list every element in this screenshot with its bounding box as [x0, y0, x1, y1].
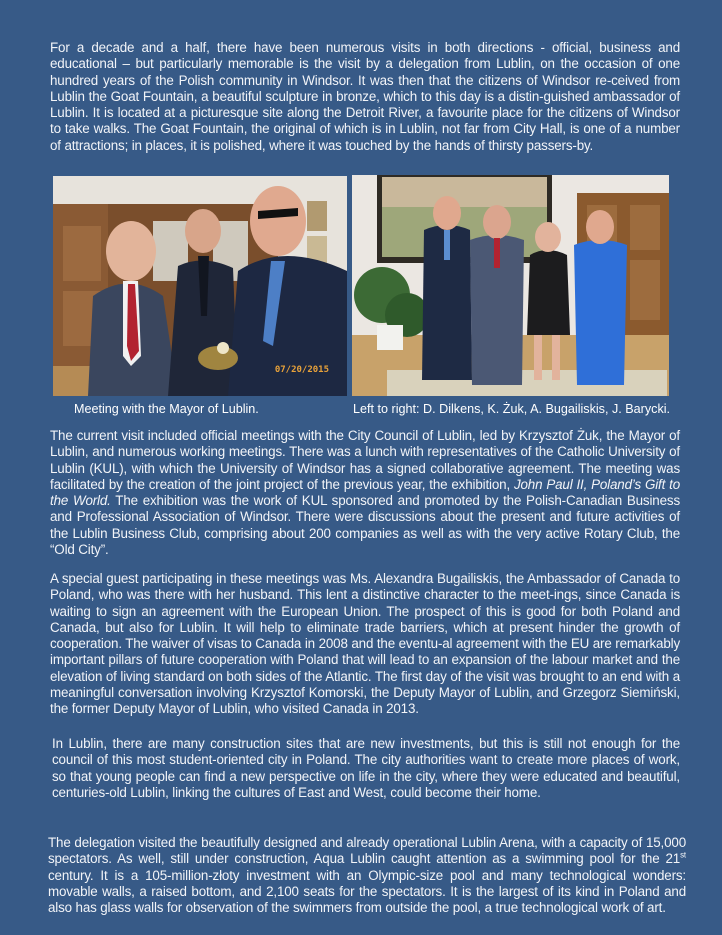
text-span: century. It is a 105-million-złoty investment with an Olympic-size pool and many technological wonders: movable walls, a raised bottom, and 2,100 seats for the spectators. It is the largest of its kind in Poland and also has glass walls for observation of the swimmers from outside the pool, a true technological work of art. — [48, 867, 686, 916]
text-span: The exhibition was the work of KUL sponsored and promoted by the Polish-Canadian Business and Professional Association of Windsor. There were discussions about the present and future activities of the Lublin Business Club, comprising about 200 companies as well as with the very active Rotary Club, the “Old City”. — [50, 493, 680, 558]
group-photo-illustration — [352, 175, 669, 396]
special-guest-paragraph: A special guest participating in these meetings was Ms. Alexandra Bugailiskis, the Ambassador of Canada to Poland, who was there with her husband. This lent a distinctive character to the meet-ings, since Canada is waiting to sign an agreement with the European Union. The prospect of this is good for both Poland and Canada, but also for Lublin. It will help to eliminate trade barriers, which at present hinder the growth of cooperation. The waiver of visas to Canada in 2008 and the eventu-al agreement with the EU are remarkably important pillars of future cooperation with Poland that will lead to an expansion of the labour market and the elevation of living standard on both sides of the Atlantic. The first day of the visit was brought to an end with a meaningful conversation involving Krzysztof Komorski, the Deputy Mayor of Lublin, and Grzegorz Siemiński, the former Deputy Mayor of Lublin, who visited Canada in 2013. — [50, 571, 680, 717]
ordinal-superscript: st — [680, 850, 686, 860]
arena-paragraph — [48, 835, 686, 916]
exhibition-title: John Paul II, Poland’s Gift to the World. — [50, 476, 680, 509]
photo-caption-left: Meeting with the Mayor of Lublin. — [74, 402, 259, 416]
photo-meeting-mayor — [53, 176, 347, 396]
text-span: The delegation visited the beautifully designed and already operational Lublin Arena, with a capacity of 15,000 spectators. As well, still under construction, Aqua Lublin caught attention as a swimming pool for the 21 — [48, 835, 686, 867]
photo-group-portrait — [352, 175, 669, 396]
intro-paragraph: For a decade and a half, there have been numerous visits in both directions - official, business and educational – but particularly memorable is the visit by a delegation from Lublin, on the occasion of one hundred years of the Polish community in Windsor. It was then that the citizens of Windsor re-ceived from Lublin the Goat Fountain, a beautiful sculpture in bronze, which to this day is a distin-guished ambassador of Lublin. It is located at a picturesque site along the Detroit River, a favourite place for the citizens of Windsor to take walks. The Goat Fountain, the original of which is in Lublin, not far from City Hall, is one of a number of attractions; in places, it is polished, where it was touched by the hands of thirsty passers-by. — [50, 40, 680, 153]
photo-date-stamp: 07/20/2015 — [274, 365, 329, 375]
photo-caption-right: Left to right: D. Dilkens, K. Żuk, A. Bugailiskis, J. Barycki. — [353, 402, 671, 416]
text-span: The current visit included official meetings with the City Council of Lublin, led by Krzysztof Żuk, the Mayor of Lublin, and numerous working meetings. There was a lunch with representatives of the Catholic University of Lublin (KUL), with which the University of Windsor has a signed collaborative agreement. The meeting was facilitated by the creation of the joint project of the previous year, the exhibition, — [50, 428, 680, 492]
construction-paragraph: In Lublin, there are many construction sites that are new investments, but this is still not enough for the council of this most student-oriented city in Poland. The city authorities want to create more places of work, so that young people can find a new perspective on life in the city, where they were educated and beautiful, centuries-old Lublin, linking the cultures of East and West, could become their home. — [52, 736, 680, 800]
current-visit-paragraph — [50, 428, 680, 558]
meeting-photo-illustration — [53, 176, 347, 396]
